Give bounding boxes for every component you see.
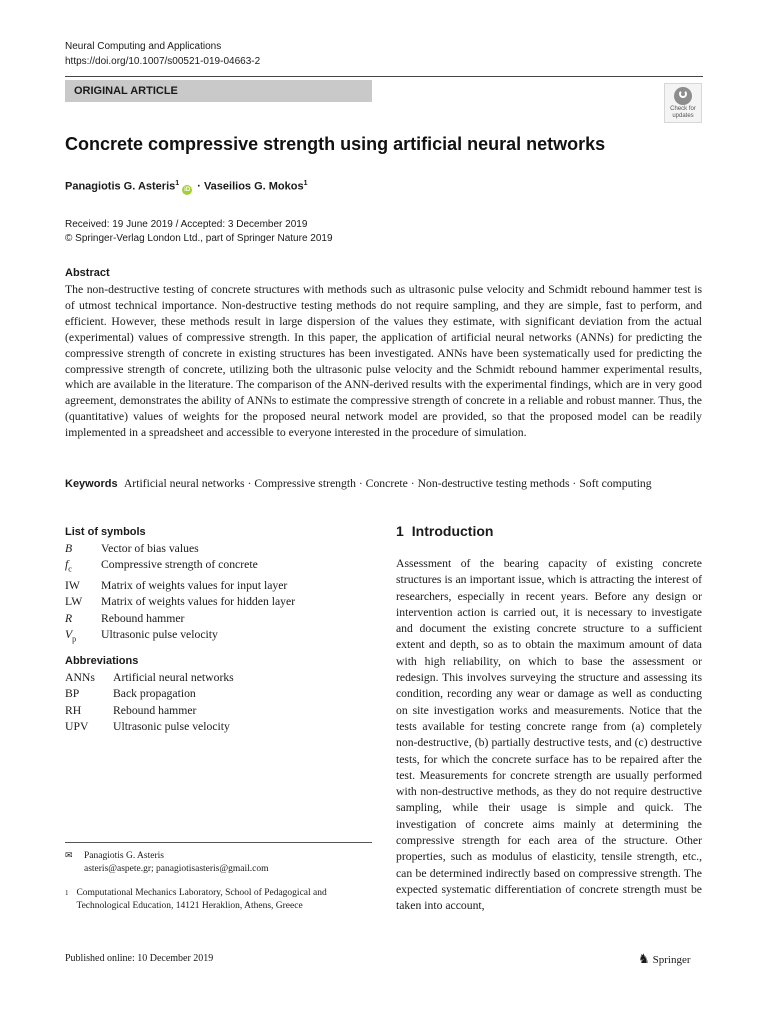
symbol-row bbox=[65, 541, 295, 557]
abbreviations-list bbox=[65, 670, 234, 735]
published-online: Published online: 10 December 2019 bbox=[65, 953, 214, 964]
abstract-heading: Abstract bbox=[65, 267, 110, 279]
affiliation-number: 1 bbox=[65, 889, 69, 897]
author-name[interactable]: Vaseilios G. Mokos bbox=[203, 180, 304, 193]
symbol-abbr: R bbox=[65, 611, 73, 625]
check-updates-icon bbox=[674, 87, 692, 105]
author-separator: · bbox=[197, 180, 201, 193]
author-line bbox=[65, 180, 308, 195]
abbreviations-heading: Abbreviations bbox=[65, 655, 139, 667]
copyright-line: © Springer-Verlag London Ltd., part of Springer Nature 2019 bbox=[65, 233, 333, 244]
envelope-icon: ✉ bbox=[65, 850, 73, 860]
footnote-rule bbox=[65, 842, 372, 843]
symbol-desc: Ultrasonic pulse velocity bbox=[101, 627, 218, 641]
section-title: Introduction bbox=[411, 523, 494, 539]
check-for-updates-badge[interactable] bbox=[664, 83, 702, 123]
corresponding-author: Panagiotis G. Asteris bbox=[84, 851, 164, 861]
symbol-row bbox=[65, 594, 295, 610]
symbol-abbr: IW bbox=[65, 578, 80, 592]
abbreviation-desc: Back propagation bbox=[113, 687, 196, 701]
symbol-row bbox=[65, 611, 295, 627]
affiliation-text: Computational Mechanics Laboratory, School of Pedagogical and Technological Education, 14121 Heraklion, Athens, Greece bbox=[76, 888, 327, 911]
publisher-logo bbox=[638, 951, 691, 967]
symbol-abbr: $f_c$ bbox=[65, 558, 72, 574]
abbreviation-key: ANNs bbox=[65, 671, 95, 684]
journal-name: Neural Computing and Applications bbox=[65, 41, 222, 52]
symbol-desc: Matrix of weights values for hidden layer bbox=[101, 595, 296, 609]
orcid-icon[interactable]: iD bbox=[184, 186, 191, 193]
correspondence bbox=[65, 849, 269, 876]
affiliation-marker: 1 bbox=[175, 180, 180, 187]
keywords-list: Artificial neural networks · Compressive strength · Concrete · Non-destructive testing methods · Soft computing bbox=[123, 477, 652, 490]
abbreviation-row bbox=[65, 686, 234, 702]
keywords bbox=[65, 476, 702, 492]
symbol-desc: Vector of bias values bbox=[101, 542, 199, 555]
symbol-abbr: LW bbox=[65, 595, 83, 609]
section-heading bbox=[396, 523, 493, 539]
received-dates: Received: 19 June 2019 / Accepted: 3 December 2019 bbox=[65, 219, 308, 230]
symbol-desc: Rebound hammer bbox=[101, 611, 185, 625]
author-email[interactable]: asteris@aspete.gr; panagiotisasteris@gmail.com bbox=[84, 864, 269, 874]
header-rule bbox=[65, 76, 703, 77]
abbreviation-desc: Rebound hammer bbox=[113, 703, 197, 717]
doi-link[interactable]: https://doi.org/10.1007/s00521-019-04663-2 bbox=[65, 56, 261, 67]
abbreviation-desc: Artificial neural networks bbox=[113, 671, 234, 684]
abbreviation-key: UPV bbox=[65, 719, 89, 733]
abstract-text: The non-destructive testing of concrete structures with methods such as ultrasonic pulse velocity and Schmidt rebound hammer test is of utmost technical importance. Non-destructive testing methods do not require sampling, and they are simple, fast to perform, and efficient. However, these methods result in large dispersion of the values they estimate, with significant deviation from the actual (experimental) values of compressive strength. In this paper, the application of artificial neural networks (ANNs) for predicting the compressive strength of concrete in existing structures has been investigated. ANNs have been systematically used for predicting the compressive strength of concrete, utilizing both the ultrasonic pulse velocity and the Schmidt rebound hammer experimental results, which are available in the literature. The comparison of the ANN-derived results with the experimental findings, which are in very good agreement, demonstrates the ability of ANNs to estimate the compressive strength of concrete in a reliable and robust manner. Thus, the (quantitative) values of weights for the proposed neural network model are provided, so that the proposed model can be readily implemented in a spreadsheet and accessible to everyone interested in the procedure of simulation. bbox=[65, 283, 702, 440]
springer-horse-icon: ♞ bbox=[638, 951, 650, 966]
abbreviation-key: RH bbox=[65, 703, 82, 717]
symbol-row bbox=[65, 578, 295, 594]
introduction-text: Assessment of the bearing capacity of existing concrete structures is an important issue, which is attracting the interest of researchers, especially in recent years. Before any design or intervention action is carried out, it is necessary to investigate and document the existing concrete structure to a sufficient extent and depth, so as to obtain the maximum amount of data with high reliability, on which to base the assessment or redesign. This involves surveying the structure and assessing its condition, recording any wear or damage as well as conducting on site investigation works and measurements. Notice that the tests available for testing concrete range from (a) completely non-destructive, (b) partially destructive tests, and (c) destructive tests, for which the concrete surface has to be repaired after the test. Measurements for concrete strength are usually performed with non-destructive methods, as they do not require destructive sampling, while their usage is simple and quick. The investigation of concrete aims mainly at determining the compressive strength for each area of the structure. Other properties, such as modulus of elasticity, tensile strength, etc., can be determined indirectly based on compressive strength. The expected systematic differentiation of concrete strength must be taken into account, bbox=[396, 557, 702, 913]
symbol-desc: Matrix of weights values for input layer bbox=[101, 578, 288, 592]
author-name[interactable]: Panagiotis G. Asteris bbox=[65, 180, 176, 193]
article-type-label: ORIGINAL ARTICLE bbox=[65, 80, 372, 102]
abbreviation-desc: Ultrasonic pulse velocity bbox=[113, 719, 230, 733]
symbol-row bbox=[65, 627, 295, 648]
symbol-abbr: $V_p$ bbox=[65, 627, 77, 644]
abbreviation-row bbox=[65, 719, 234, 735]
keywords-label: Keywords bbox=[65, 478, 118, 490]
badge-line-2: updates bbox=[672, 113, 694, 119]
affiliation bbox=[65, 887, 365, 913]
symbol-desc: Compressive strength of concrete bbox=[101, 558, 258, 572]
symbols-list bbox=[65, 541, 295, 647]
article-title: Concrete compressive strength using artificial neural networks bbox=[65, 134, 606, 154]
symbol-abbr: B bbox=[65, 542, 73, 555]
section-number: 1 bbox=[396, 523, 404, 539]
symbol-row bbox=[65, 557, 295, 578]
abbreviation-key: BP bbox=[65, 687, 80, 701]
symbols-heading: List of symbols bbox=[65, 526, 146, 538]
affiliation-marker: 1 bbox=[303, 180, 308, 187]
abbreviation-row bbox=[65, 670, 234, 686]
publisher-name: Springer bbox=[652, 954, 691, 966]
abbreviation-row bbox=[65, 703, 234, 719]
badge-line-1: Check for bbox=[670, 106, 696, 112]
